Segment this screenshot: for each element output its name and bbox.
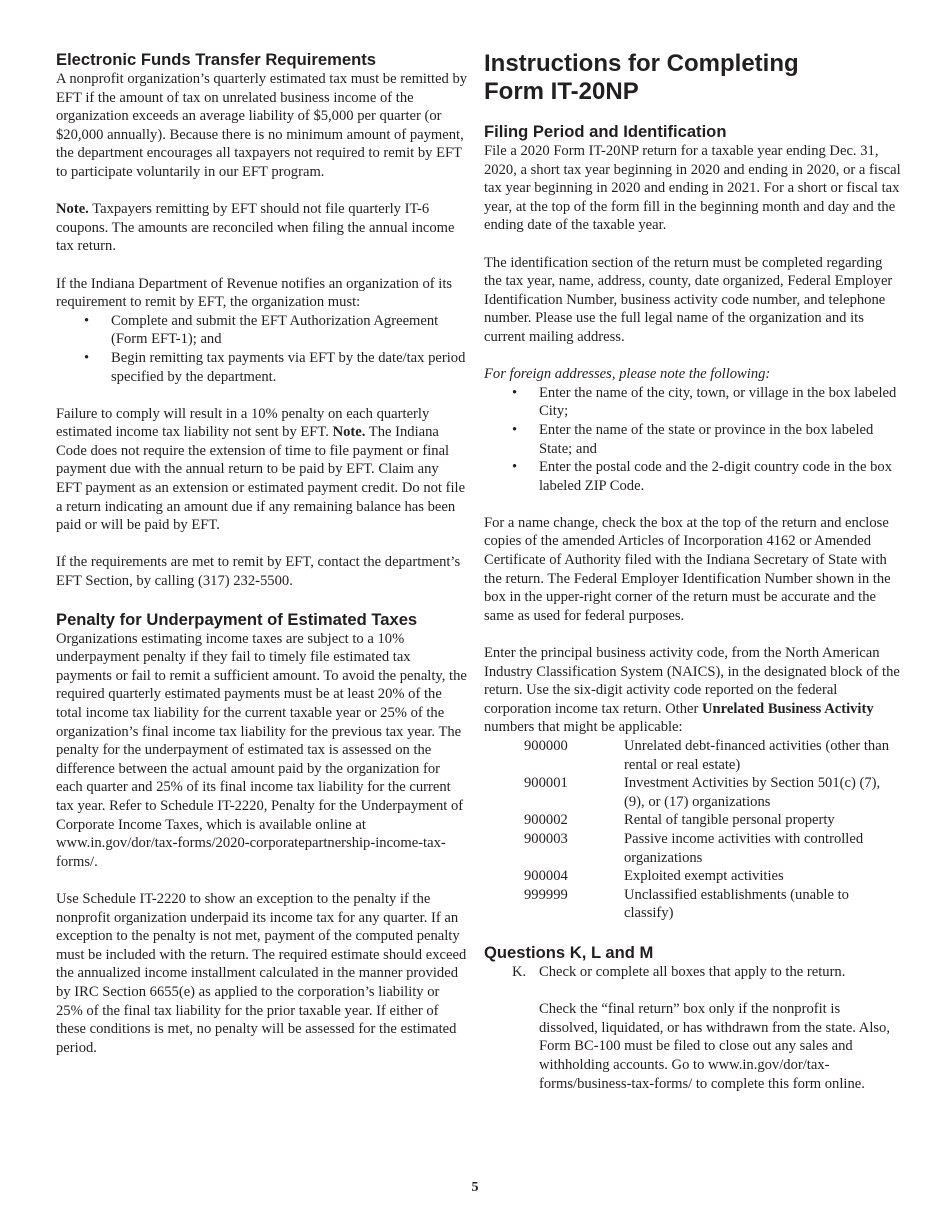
foreign-bullet-list	[484, 384, 902, 496]
penalty-paragraph-2: Use Schedule IT-2220 to show an exception to the penalty if the nonprofit organization underpaid its income tax for any quarter. If an exception to the penalty is not met, payment of the computed penalty must be included with the return. The required estimate should exceed the annualized income installment calculated in the manner provided by IRC Section 6655(e) as applied to the corporation’s liability or 25% of the final tax liability for the prior taxable year. If either of these conditions is met, no penalty will be assessed for the estimated period.	[56, 890, 467, 1056]
activity-description: Investment Activities by Section 501(c) (7), (9), or (17) organizations	[624, 775, 881, 810]
activity-description: Passive income activities with controlled organizations	[624, 830, 864, 866]
activity-code: 900001	[524, 775, 568, 792]
list-item: • Enter the name of the state or province in the box labeled State; and	[512, 421, 874, 457]
bullet-icon: •	[84, 349, 90, 366]
eft-note-label: Note.	[56, 201, 89, 218]
page-number: 5	[471, 1180, 479, 1195]
filing-paragraph-2: The identification section of the return must be completed regarding the tax year, name, address, county, date organized, Federal Employer Identification Number, business activity code number, and telephone number. Please use the full legal name of the organization and its current mailing address.	[484, 254, 893, 345]
table-row	[484, 811, 902, 830]
bullet-icon: •	[84, 312, 90, 329]
activity-code-table	[484, 737, 902, 923]
eft-paragraph-5: If the requirements are met to remit by EFT, contact the department’s EFT Section, by calling (317) 232-5500.	[56, 554, 461, 590]
activity-description: Exploited exempt activities	[624, 868, 784, 885]
activity-description: Rental of tangible personal property	[624, 812, 835, 829]
list-item: • Enter the postal code and the 2-digit country code in the box labeled ZIP Code.	[512, 459, 892, 494]
table-row	[484, 830, 902, 867]
filing-paragraph-1: File a 2020 Form IT-20NP return for a taxable year ending Dec. 31, 2020, a short tax year beginning in 2020 and ending in 2020, or a fiscal tax year beginning in 2020 and ending in 2021. For a short or fiscal tax year, at the top of the form fill in the beginning month and day and the ending date of the taxable year.	[484, 143, 901, 234]
filing-paragraph-3: For a name change, check the box at the top of the return and enclose copies of the amended Articles of Incorporation 4162 or Amended Certificate of Authority filed with the Indiana Secretary of State with the return. The Federal Employer Identification Number shown in the box in the upper-right corner of the return must be accurate and the same as used for federal purposes.	[484, 514, 891, 624]
eft-paragraph-4: Failure to comply will result in a 10% penalty on each quarterly estimated income tax liability not sent by EFT. Note. The Indiana Code does not require the extension of time to file payment or final payment due with the annual return to be paid by EFT. Claim any EFT payment as an extension or estimated payment credit. Do not file a return indicating an amount due if any remaining balance has been paid or will be paid by EFT.	[56, 405, 466, 534]
foreign-intro: For foreign addresses, please note the following:	[484, 366, 771, 383]
eft-paragraph-3: If the Indiana Department of Revenue notifies an organization of its requirement to remit by EFT, the organization must:	[56, 275, 453, 311]
activity-code: 900004	[524, 868, 568, 885]
list-item: • Enter the name of the city, town, or village in the box labeled City;	[512, 384, 897, 420]
eft-heading: Electronic Funds Transfer Requirements	[56, 50, 376, 69]
table-row	[484, 867, 902, 886]
penalty-heading: Penalty for Underpayment of Estimated Taxes	[56, 609, 418, 629]
bullet-icon: •	[512, 384, 518, 401]
activity-description: Unclassified establishments (unable to classify)	[624, 886, 849, 922]
eft-note-paragraph	[56, 200, 468, 256]
bullet-icon: •	[512, 459, 518, 476]
table-row	[484, 737, 902, 774]
table-row	[484, 774, 902, 811]
questions-heading: Questions K, L and M	[484, 942, 654, 962]
question-k-text: Check or complete all boxes that apply to the return.	[539, 963, 846, 980]
question-k-letter: K.	[512, 963, 527, 980]
activity-description: Unrelated debt-financed activities (other than rental or real estate)	[624, 738, 890, 773]
filing-paragraph-4: Enter the principal business activity code, from the North American Industry Classification System (NAICS), in the designated block of the return. Use the six-digit activity code reported on the federal corporation income tax return. Other Unrelated Business Activity numbers that might be applicable:	[484, 645, 900, 736]
activity-code: 999999	[524, 886, 568, 903]
right-column	[484, 50, 902, 1093]
table-row	[484, 886, 902, 923]
question-k	[484, 963, 902, 1093]
penalty-paragraph-1: Organizations estimating income taxes are subject to a 10% underpayment penalty if they fail to timely file estimated tax payments or fail to remit a sufficient amount. To avoid the penalty, the required quarterly estimated payments must be at least 20% of the total income tax liability for the current taxable year or 25% of the organization’s final income tax liability for the previous tax year. The penalty for the underpayment of estimated tax is assessed on the difference between the actual amount paid by the organization for each quarter and 25% of its final income tax liability for the current tax year. Refer to Schedule IT-2220, Penalty for the Underpayment of Corporate Income Taxes, which is available online at www.in.gov/dor/tax-forms/2020-corporatepartnership-income-tax-forms/.	[56, 630, 467, 870]
left-column	[56, 50, 468, 1057]
question-k-paragraph-2: Check the “final return” box only if the nonprofit is dissolved, liquidated, or has withdrawn from the state. Also, Form BC-100 must be filed to close out any sales and withholding accounts. Go to www.in.gov/dor/tax-forms/business-tax-forms/ to complete this form online.	[539, 1001, 891, 1092]
filing-heading: Filing Period and Identification	[484, 122, 727, 141]
eft-note-text: Taxpayers remitting by EFT should not file quarterly IT-6 coupons. The amounts are reconciled when filing the annual income tax return.	[56, 201, 455, 255]
bullet-icon: •	[512, 421, 518, 438]
page-title: Instructions for Completing Form IT-20NP	[484, 50, 799, 105]
activity-code: 900003	[524, 830, 568, 847]
activity-code: 900002	[524, 812, 568, 829]
activity-code: 900000	[524, 738, 568, 754]
list-item: • Begin remitting tax payments via EFT by the date/tax period specified by the department.	[84, 349, 466, 385]
list-item: • Complete and submit the EFT Authorization Agreement (Form EFT-1); and	[84, 312, 439, 348]
eft-paragraph-1: A nonprofit organization’s quarterly estimated tax must be remitted by EFT if the amount of tax on unrelated business income of the organization exceeds an average liability of $5,000 per quarter (or $20,000 annually). Because there is no minimum amount of payment, the department encourages all taxpayers not required to remit by EFT to participate voluntarily in our EFT program.	[56, 71, 468, 180]
eft-bullet-list	[56, 312, 468, 386]
eft-note-label-2: Note.	[332, 424, 366, 441]
